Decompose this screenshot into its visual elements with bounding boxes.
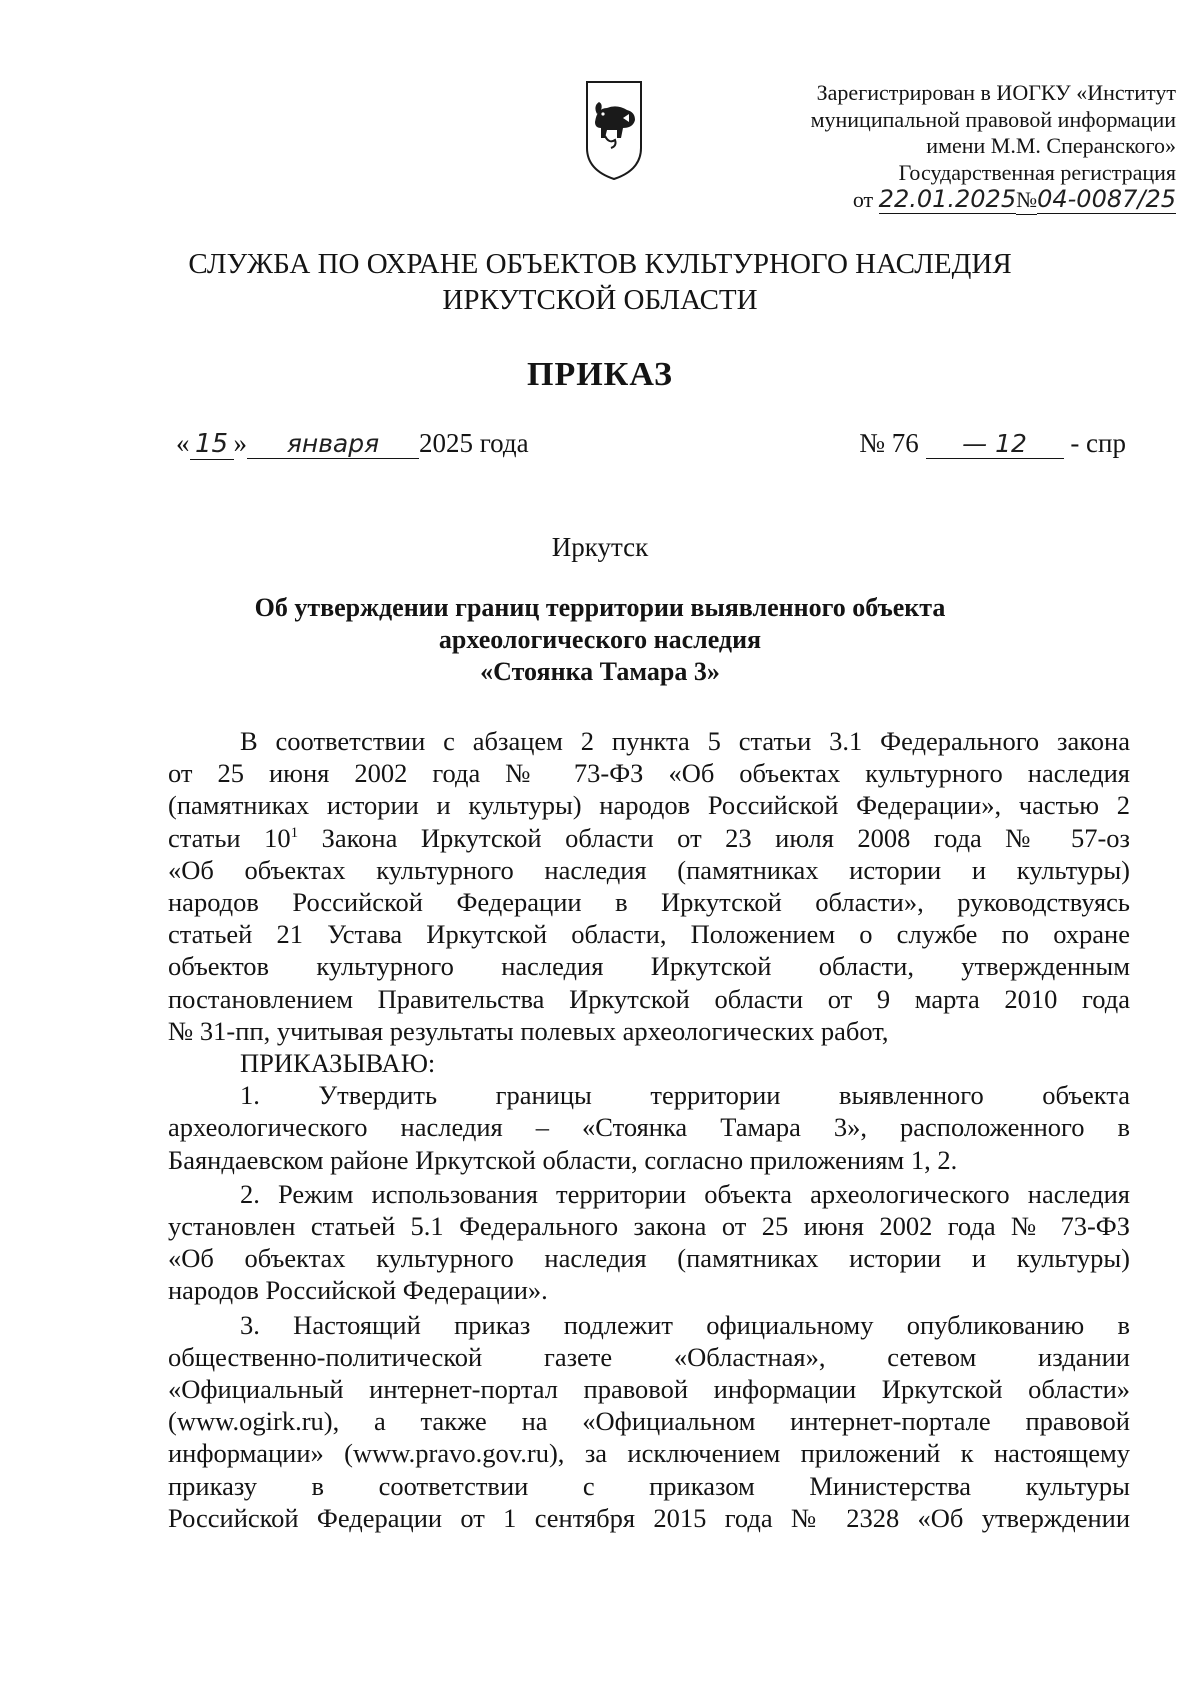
subject-line-1: Об утверждении границ территории выявленного объекта (254, 593, 946, 622)
document-type: ПРИКАЗ (527, 356, 673, 393)
registration-stamp (616, 80, 1176, 215)
item-3-line: приказу в соответствии с приказом Министерства культуры (168, 1470, 1130, 1501)
item-1-line: Баяндаевском районе Иркутской области, согласно приложениям 1, 2. (168, 1144, 958, 1175)
order-date (176, 428, 529, 460)
body-line: от 25 июня 2002 года № 73-ФЗ «Об объектах культурного наследия (168, 758, 1130, 789)
body-line: В соответствии с абзацем 2 пункта 5 статьи 3.1 Федерального закона (240, 726, 1130, 756)
item-2-line: установлен статьей 5.1 Федерального закона от 25 июня 2002 года № 73-ФЗ (168, 1211, 1130, 1242)
order-number (859, 428, 1126, 459)
registration-line-1: Зарегистрирован в ИОГКУ «Институт (816, 80, 1176, 105)
registration-prefix: от (852, 187, 874, 212)
item-2-line: народов Российской Федерации». (168, 1275, 548, 1306)
subject-line-2: археологического наследия (438, 625, 762, 654)
order-month: января (247, 429, 419, 459)
item-3-line: общественно-политической газете «Областная», сетевом издании (168, 1341, 1130, 1372)
date-close-quote: » (233, 428, 247, 458)
body-line: (памятниках истории и культуры) народов Российской Федерации», частью 2 (168, 790, 1130, 821)
body-line: объектов культурного наследия Иркутской области, утвержденным (168, 951, 1130, 982)
order-word: ПРИКАЗЫВАЮ: (240, 1048, 436, 1079)
item-3-line: (www.ogirk.ru), а также на «Официальном интернет-портале правовой (168, 1406, 1130, 1437)
registration-date-line (616, 186, 1176, 215)
body-text-fragment: статьи 10 (168, 822, 291, 853)
item-2-line: 2. Режим использования территории объекта археологического наследия (240, 1178, 1130, 1209)
registration-date: 22.01.2025 (878, 185, 1017, 213)
item-1-line: 1. Утвердить границы территории выявленного объекта (240, 1080, 1130, 1111)
subject-line-3: «Стоянка Тамара 3» (480, 657, 720, 686)
order-number-suffix: - спр (1070, 428, 1126, 458)
body-text-fragment: Закона Иркутской области от 23 июля 2008 года № 57-оз (298, 822, 1131, 853)
item-3-line: «Официальный интернет-портал правовой информации Иркутской области» (168, 1374, 1130, 1405)
body-line: № 31-пп, учитывая результаты полевых археологических работ, (168, 1015, 889, 1046)
organization-name-line-2: ИРКУТСКОЙ ОБЛАСТИ (442, 284, 758, 316)
order-body (168, 725, 1130, 1534)
superscript: 1 (290, 824, 299, 841)
registration-number: 04-0087/25 (1037, 185, 1176, 213)
date-open-quote: « (176, 428, 190, 458)
order-number-handwritten: — 12 (926, 429, 1064, 459)
organization-name-line-1: СЛУЖБА ПО ОХРАНЕ ОБЪЕКТОВ КУЛЬТУРНОГО НАСЛЕДИЯ (188, 248, 1012, 280)
body-line: «Об объектах культурного наследия (памятниках истории и культуры) (168, 854, 1130, 885)
order-year: 2025 года (419, 428, 529, 458)
order-subject (0, 592, 1200, 688)
body-line: народов Российской Федерации в Иркутской области», руководствуясь (168, 887, 1130, 918)
item-1-line: археологического наследия – «Стоянка Тамара 3», расположенного в (168, 1112, 1130, 1143)
registration-line-2: муниципальной правовой информации (810, 106, 1176, 132)
order-number-prefix: № 76 (859, 428, 919, 458)
body-line: постановлением Правительства Иркутской области от 9 марта 2010 года (168, 983, 1130, 1014)
item-3-line: Российской Федерации от 1 сентября 2015 года № 2328 «Об утверждении (168, 1502, 1130, 1533)
registration-line-3: имени М.М. Сперанского» (926, 133, 1176, 158)
city: Иркутск (551, 532, 649, 562)
order-day: 15 (190, 429, 234, 460)
item-2-line: «Об объектах культурного наследия (памятниках истории и культуры) (168, 1243, 1130, 1274)
registration-number-sign: № (1016, 187, 1037, 215)
item-3-line: информации» (www.pravo.gov.ru), за исключением приложений к настоящему (168, 1438, 1130, 1469)
organization-name (0, 246, 1200, 318)
registration-line-4: Государственная регистрация (898, 159, 1176, 185)
body-line: статьей 21 Устава Иркутской области, Положением о службе по охране (168, 919, 1130, 950)
item-3-line: 3. Настоящий приказ подлежит официальному опубликованию в (240, 1309, 1130, 1340)
body-line (168, 822, 1130, 854)
